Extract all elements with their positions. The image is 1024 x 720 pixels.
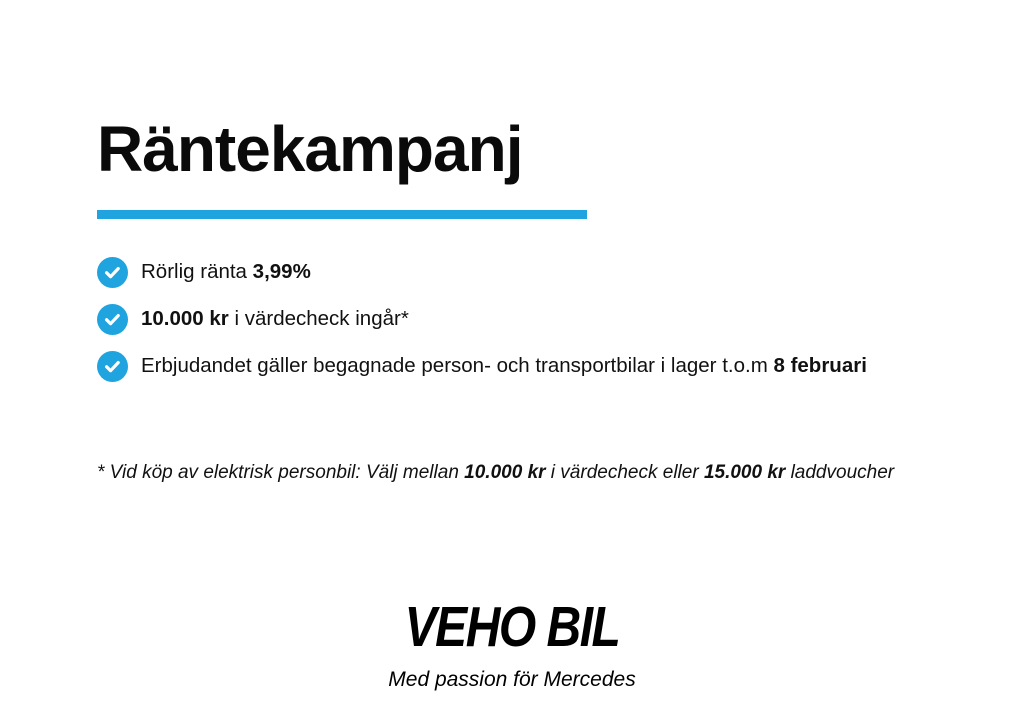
- list-item-text: Erbjudandet gäller begagnade person- och transportbilar i lager t.o.m 8 februari: [141, 354, 867, 378]
- list-item: [97, 303, 997, 335]
- list-item: [97, 256, 997, 288]
- check-circle-icon: [97, 351, 128, 382]
- list-item: [97, 350, 997, 382]
- logo-tagline: Med passion för Mercedes: [388, 668, 636, 691]
- benefits-list: [97, 256, 997, 397]
- logo-wordmark: VEHO BIL: [404, 596, 620, 659]
- footnote: * Vid köp av elektrisk personbil: Välj mellan 10.000 kr i värdecheck eller 15.000 kr laddvoucher: [97, 462, 895, 483]
- accent-divider: [97, 210, 587, 219]
- page-title: Räntekampanj: [97, 113, 523, 185]
- brand-logo: [0, 596, 1024, 692]
- check-circle-icon: [97, 304, 128, 335]
- check-circle-icon: [97, 257, 128, 288]
- list-item-text: 10.000 kr i värdecheck ingår*: [141, 307, 409, 331]
- list-item-text: Rörlig ränta 3,99%: [141, 260, 311, 284]
